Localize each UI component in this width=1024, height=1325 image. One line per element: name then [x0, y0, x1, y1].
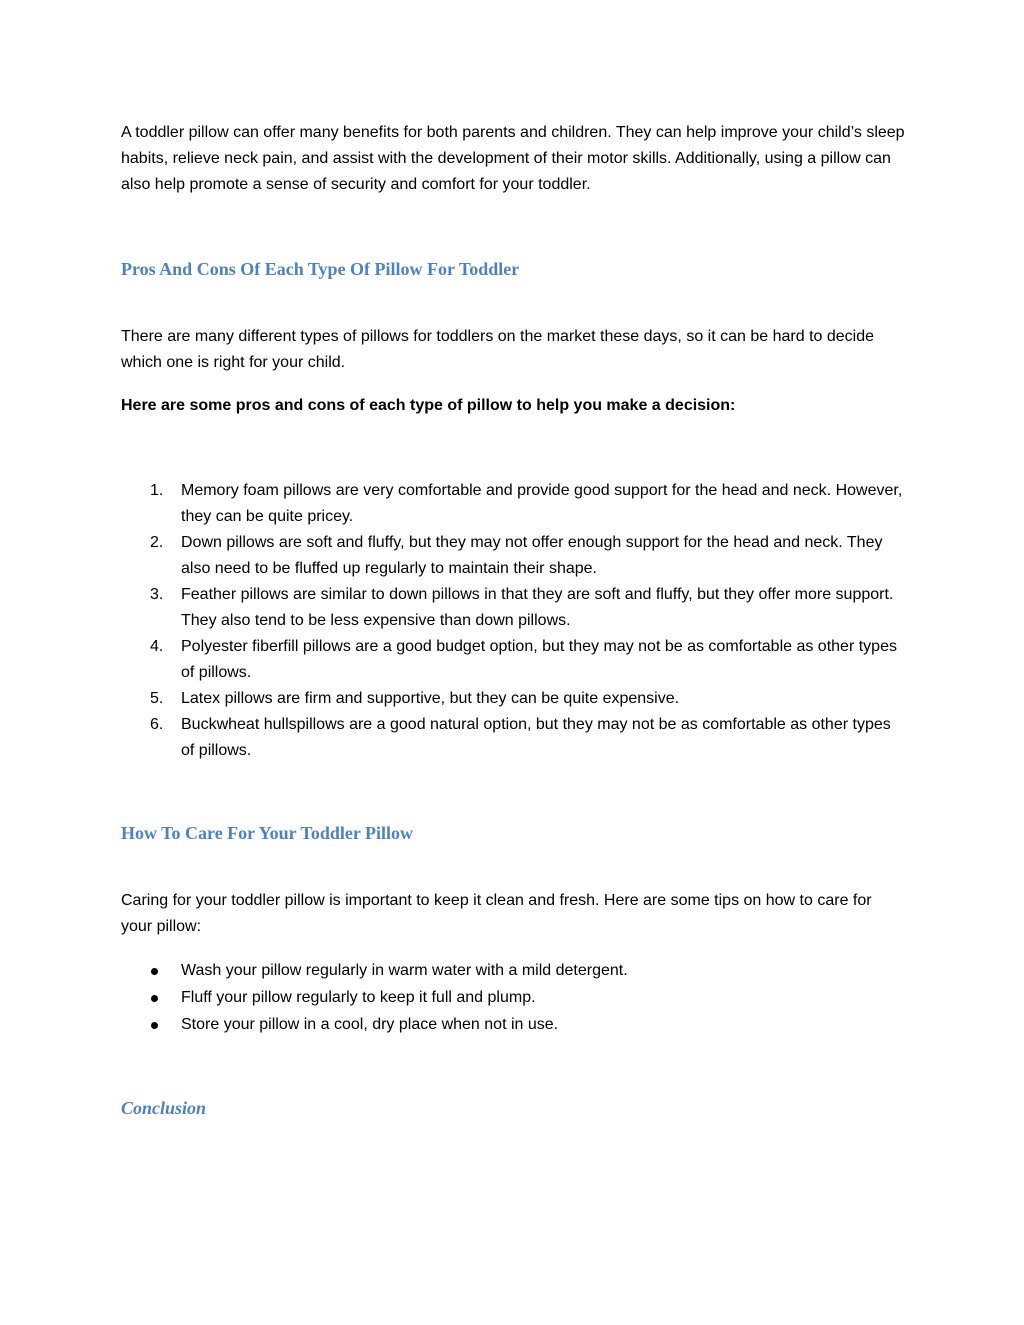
list-number: 5.: [150, 690, 164, 707]
care-paragraph: Caring for your toddler pillow is important to keep it clean and fresh. Here are some tips on how to care for your pillow:: [121, 892, 872, 935]
list-item-text: Polyester fiberfill pillows are a good budget option, but they may not be as comfortable as other types of pillows.: [181, 638, 897, 681]
care-heading: How To Care For Your Toddler Pillow: [121, 823, 414, 843]
list-number: 6.: [150, 716, 164, 733]
list-item-text: Latex pillows are firm and supportive, but they can be quite expensive.: [181, 690, 680, 707]
list-item-text: Wash your pillow regularly in warm water with a mild detergent.: [181, 962, 628, 979]
conclusion-heading: Conclusion: [121, 1098, 207, 1118]
list-item-text: Store your pillow in a cool, dry place when not in use.: [181, 1016, 559, 1033]
list-number: 1.: [150, 482, 164, 499]
pros-cons-heading-wrap: [121, 258, 907, 280]
care-tips-list: [121, 957, 907, 1038]
intro-paragraph: A toddler pillow can offer many benefits for both parents and children. They can help improve your child’s sleep habits, relieve neck pain, and assist with the development of their motor skills. Additionally, using a pillow can also help promote a sense of security and comfort for your toddler.: [121, 124, 905, 193]
pros-cons-heading: Pros And Cons Of Each Type Of Pillow For Toddler: [121, 259, 520, 279]
pros-cons-bold-line: Here are some pros and cons of each type of pillow to help you make a decision:: [121, 397, 736, 414]
list-item: [121, 712, 907, 764]
list-item-text: Fluff your pillow regularly to keep it full and plump.: [181, 989, 536, 1006]
list-item: [121, 1011, 907, 1038]
care-heading-wrap: [121, 822, 907, 844]
list-item: [121, 686, 907, 712]
care-intro-wrap: [121, 888, 907, 940]
bullet-icon: [151, 995, 158, 1002]
list-item-text: Buckwheat hullspillows are a good natural option, but they may not be as comfortable as other types of pillows.: [181, 716, 891, 759]
conclusion-heading-wrap: [121, 1097, 907, 1119]
pros-cons-intro-wrap: [121, 324, 907, 376]
list-number: 3.: [150, 586, 164, 603]
list-item-text: Down pillows are soft and fluffy, but they may not offer enough support for the head and neck. They also need to be fluffed up regularly to maintain their shape.: [181, 534, 883, 577]
list-item-text: Memory foam pillows are very comfortable and provide good support for the head and neck. However, they can be quite pricey.: [181, 482, 903, 525]
list-item: [121, 478, 907, 530]
list-item: [121, 984, 907, 1011]
intro-section: [121, 120, 907, 198]
list-item: [121, 634, 907, 686]
pillow-types-list: [121, 478, 907, 764]
list-item-text: Feather pillows are similar to down pillows in that they are soft and fluffy, but they offer more support. They also tend to be less expensive than down pillows.: [181, 586, 894, 629]
bullet-icon: [151, 1022, 158, 1029]
list-number: 4.: [150, 638, 164, 655]
pros-cons-bold-wrap: [121, 393, 907, 419]
list-item: [121, 957, 907, 984]
bullet-icon: [151, 968, 158, 975]
list-number: 2.: [150, 534, 164, 551]
pros-cons-paragraph: There are many different types of pillows for toddlers on the market these days, so it can be hard to decide which one is right for your child.: [121, 328, 874, 371]
list-item: [121, 530, 907, 582]
list-item: [121, 582, 907, 634]
